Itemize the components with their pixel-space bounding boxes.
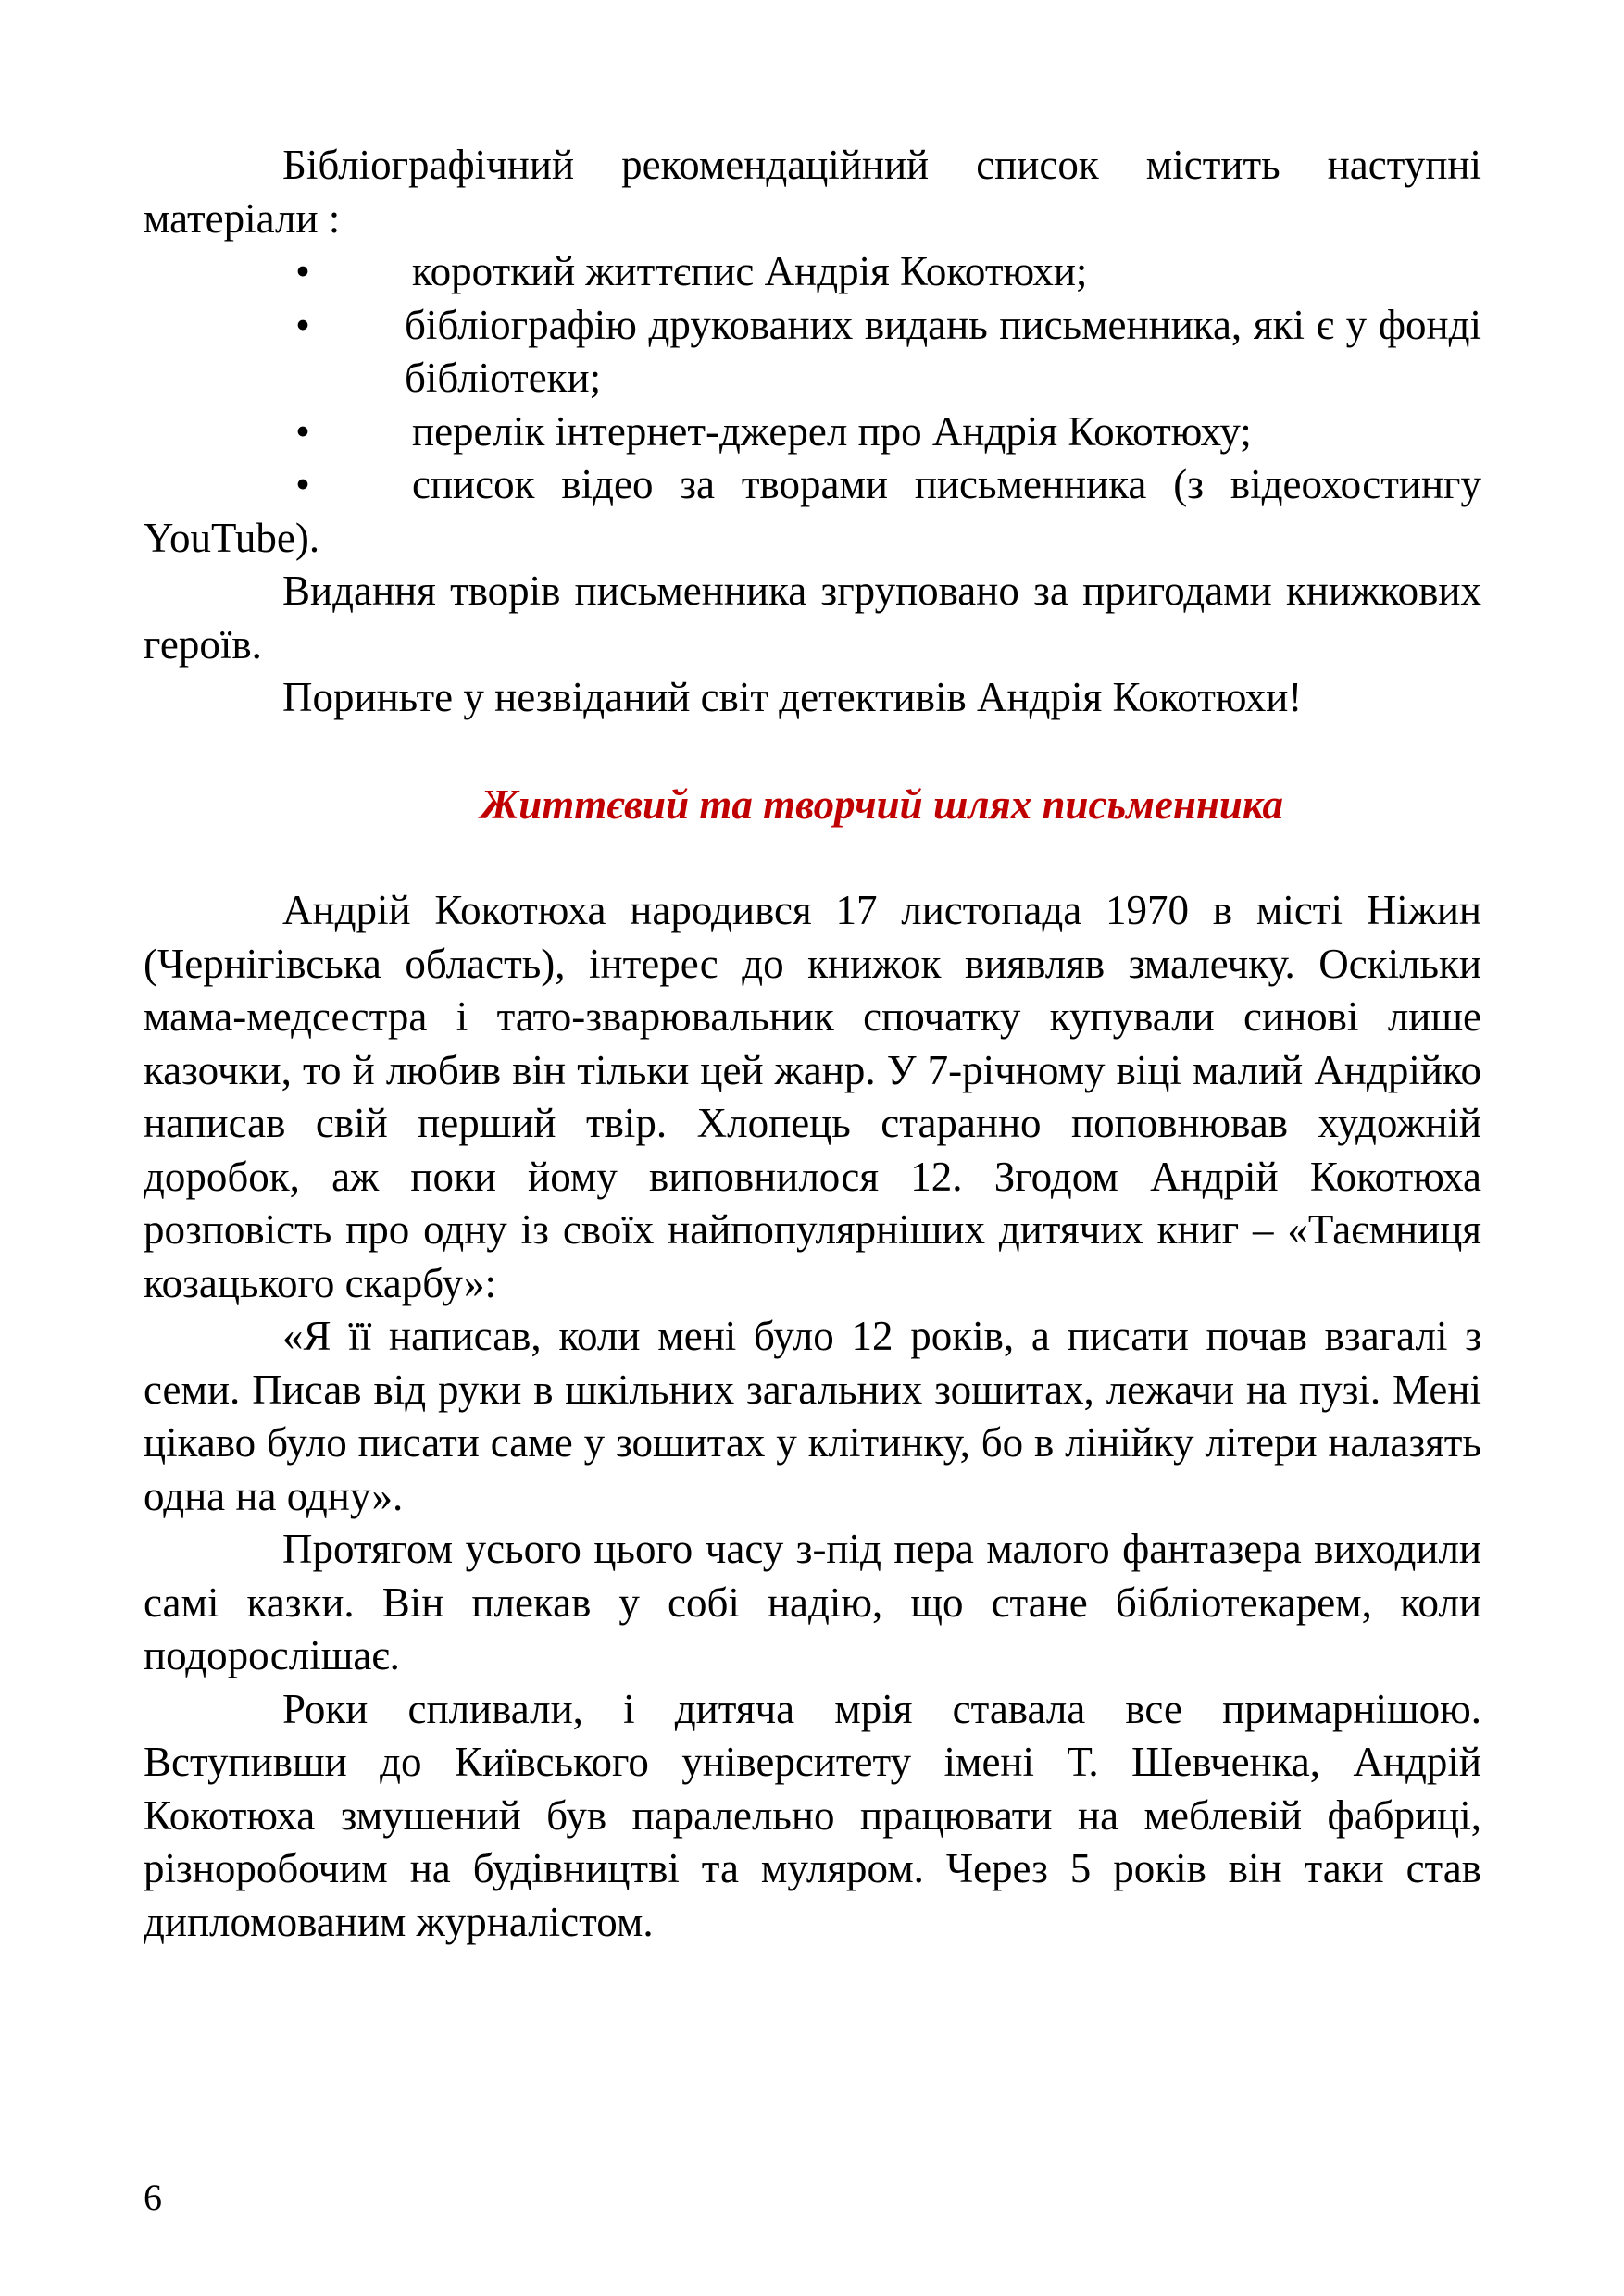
list-item-text: короткий життєпис Андрія Кокотюхи;	[412, 248, 1088, 294]
page-number: 6	[144, 2177, 162, 2218]
biography-paragraph: Протягом усього цього часу з-під пера малого фантазера виходили самі казки. Він плекав у собі надію, що стане бібліотекарем, коли подорослішає.	[144, 1526, 1481, 1678]
list-item	[144, 406, 1481, 459]
list-item-text: бібліографію друкованих видань письменника, які є у фонді бібліотеки;	[405, 301, 1481, 401]
bullet-icon: •	[295, 301, 310, 348]
list-item	[144, 458, 1481, 565]
section-heading: Життєвий та творчий шлях письменника	[480, 780, 1284, 828]
quote-paragraph: «Я її написав, коли мені було 12 років, а писати почав взагалі з семи. Писав від руки в шкільних загальних зошитах, лежачи на пузі. Мені цікаво було писати саме у зошитах у клітинку, бо в лінійку літери налазять одна на одну».	[144, 1313, 1481, 1519]
list-item-text: перелік інтернет-джерел про Андрія Кокотюху;	[412, 407, 1252, 455]
intro-paragraph: Бібліографічний рекомендаційний список містить наступні матеріали :	[144, 142, 1481, 242]
document-page	[144, 139, 1481, 1949]
list-item	[144, 299, 1481, 406]
bullet-icon: •	[295, 248, 310, 294]
list-item	[144, 245, 1481, 299]
materials-list	[144, 245, 1481, 565]
biography-paragraph: Роки спливали, і дитяча мрія ставала все примарнішою. Вступивши до Київського університету імені Т. Шевченка, Андрій Кокотюха змушений був паралельно працювати на меблевій фабриці, різноробочим на будівництві та муляром. Через 5 років він таки став дипломованим журналістом.	[144, 1685, 1481, 1945]
invitation-paragraph: Пориньте у незвіданий світ детективів Андрія Кокотюхи!	[282, 674, 1303, 720]
biography-paragraph: Андрій Кокотюха народився 17 листопада 1970 в місті Ніжин (Чернігівська область), інтерес до книжок виявляв змалечку. Оскільки мама-медсестра і тато-зварювальник спочатку купували синові лише казочки, то й любив він тільки цей жанр. У 7-річному віці малий Андрійко написав свій перший твір. Хлопець старанно поповнював художній доробок, аж поки йому виповнилося 12. Згодом Андрій Кокотюха розповість про одну із своїх найпопулярніших дитячих книг – «Таємниця козацького скарбу»:	[144, 887, 1481, 1306]
bullet-icon: •	[295, 461, 310, 507]
list-item-text: список відео за творами письменника (з відеохостингу YouTube).	[144, 461, 1481, 561]
grouping-paragraph: Видання творів письменника згруповано за пригодами книжкових героїв.	[144, 568, 1481, 668]
bullet-icon: •	[295, 407, 310, 455]
